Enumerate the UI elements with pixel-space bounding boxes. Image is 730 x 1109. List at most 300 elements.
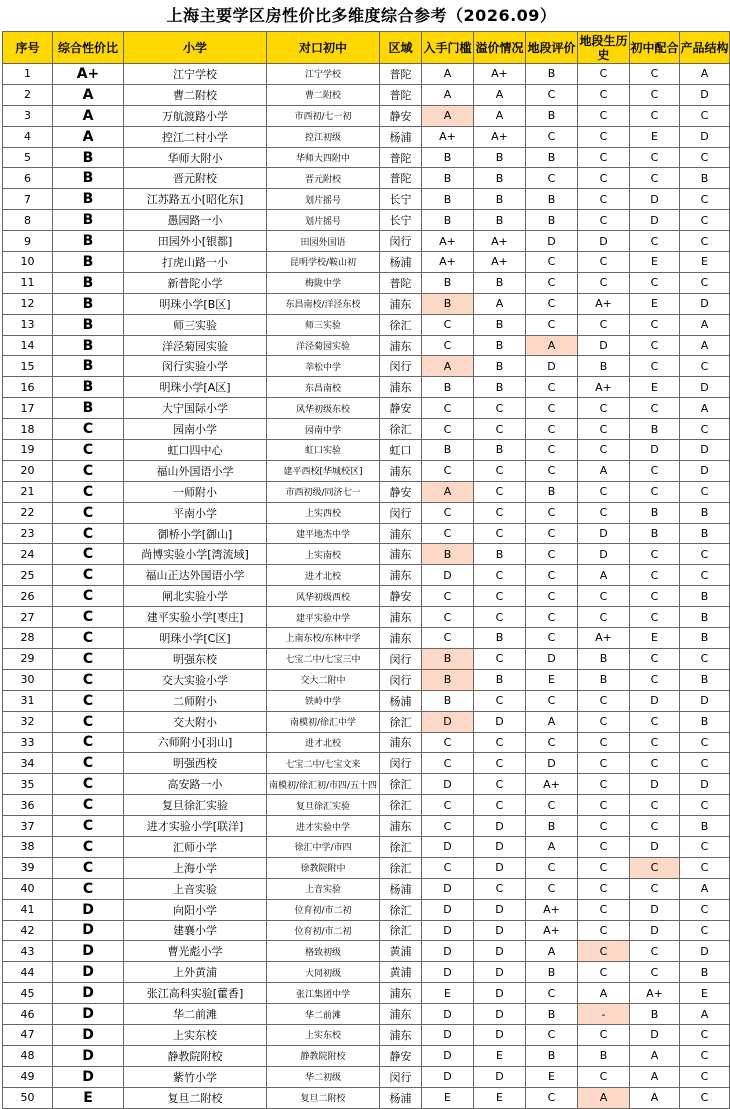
col-index-cell: 40 bbox=[3, 878, 53, 899]
col-district-cell: 闵行 bbox=[380, 502, 422, 523]
col-middle-match-cell: B bbox=[630, 419, 680, 440]
col-index-cell: 47 bbox=[3, 1024, 53, 1045]
col-middle-school-cell: 上南东校/东林中学 bbox=[267, 628, 380, 649]
col-primary-school-cell: 大宁国际小学 bbox=[124, 398, 267, 419]
col-location-rating-cell: A+ bbox=[526, 899, 578, 920]
col-overall-grade-cell: C bbox=[53, 607, 124, 628]
col-entry-threshold-cell: B bbox=[422, 377, 474, 398]
table-row bbox=[3, 419, 730, 440]
col-product-structure-cell: D bbox=[680, 126, 730, 147]
col-location-rating-cell: C bbox=[526, 523, 578, 544]
col-premium-cell: A+ bbox=[474, 252, 526, 273]
col-middle-school-cell: 田园外国语 bbox=[267, 231, 380, 252]
col-district-cell: 杨浦 bbox=[380, 690, 422, 711]
col-middle-school-cell: 上音实验 bbox=[267, 878, 380, 899]
col-index-cell: 37 bbox=[3, 816, 53, 837]
col-index-cell: 49 bbox=[3, 1066, 53, 1087]
col-middle-match-cell: C bbox=[630, 231, 680, 252]
col-entry-threshold-cell: C bbox=[422, 607, 474, 628]
col-premium-cell: E bbox=[474, 1045, 526, 1066]
col-index-cell: 2 bbox=[3, 84, 53, 105]
col-location-history-cell: A+ bbox=[578, 377, 630, 398]
col-premium-cell: C bbox=[474, 419, 526, 440]
col-middle-match-cell: C bbox=[630, 481, 680, 502]
col-middle-school-cell: 进才北校 bbox=[267, 565, 380, 586]
col-premium-header: 溢价情况 bbox=[474, 32, 526, 64]
col-entry-threshold-cell: D bbox=[422, 1045, 474, 1066]
col-district-cell: 普陀 bbox=[380, 272, 422, 293]
col-product-structure-cell: D bbox=[680, 941, 730, 962]
col-premium-cell: C bbox=[474, 690, 526, 711]
col-primary-school-cell: 复旦徐汇实验 bbox=[124, 795, 267, 816]
table-row bbox=[3, 460, 730, 481]
col-primary-school-cell: 紫竹小学 bbox=[124, 1066, 267, 1087]
col-overall-grade-cell: C bbox=[53, 753, 124, 774]
col-premium-cell: B bbox=[474, 440, 526, 461]
col-entry-threshold-cell: D bbox=[422, 962, 474, 983]
col-primary-school-cell: 万航渡路小学 bbox=[124, 105, 267, 126]
col-index-cell: 24 bbox=[3, 544, 53, 565]
col-middle-school-cell: 市西初/七一初 bbox=[267, 105, 380, 126]
col-location-history-cell: C bbox=[578, 586, 630, 607]
col-location-rating-cell: C bbox=[526, 795, 578, 816]
col-middle-match-cell: D bbox=[630, 920, 680, 941]
table-row bbox=[3, 481, 730, 502]
col-primary-school-cell: 福山正达外国语小学 bbox=[124, 565, 267, 586]
col-entry-threshold-cell: C bbox=[422, 857, 474, 878]
col-location-history-cell: A bbox=[578, 565, 630, 586]
col-primary-school-cell: 晋元附校 bbox=[124, 168, 267, 189]
col-premium-cell: B bbox=[474, 168, 526, 189]
col-location-rating-cell: A bbox=[526, 941, 578, 962]
col-entry-threshold-cell: A bbox=[422, 64, 474, 85]
col-entry-threshold-cell: B bbox=[422, 272, 474, 293]
col-overall-grade-cell: B bbox=[53, 314, 124, 335]
col-entry-threshold-cell: A+ bbox=[422, 252, 474, 273]
col-overall-grade-cell: C bbox=[53, 711, 124, 732]
col-location-rating-cell: A bbox=[526, 335, 578, 356]
col-premium-cell: C bbox=[474, 878, 526, 899]
col-location-history-cell: C bbox=[578, 941, 630, 962]
col-district-cell: 徐汇 bbox=[380, 419, 422, 440]
col-primary-school-cell: 静教院附校 bbox=[124, 1045, 267, 1066]
col-middle-school-cell: 张江集团中学 bbox=[267, 983, 380, 1004]
col-location-history-cell: D bbox=[578, 231, 630, 252]
col-primary-school-cell: 闸北实验小学 bbox=[124, 586, 267, 607]
col-product-structure-cell: D bbox=[680, 440, 730, 461]
col-premium-cell: D bbox=[474, 899, 526, 920]
col-location-history-cell: A+ bbox=[578, 293, 630, 314]
col-location-history-cell: C bbox=[578, 836, 630, 857]
col-entry-threshold-cell: C bbox=[422, 816, 474, 837]
col-primary-school-cell: 明珠小学[C区] bbox=[124, 628, 267, 649]
col-middle-school-cell: 东昌南校/洋泾东校 bbox=[267, 293, 380, 314]
col-location-history-cell: C bbox=[578, 272, 630, 293]
table-row bbox=[3, 544, 730, 565]
col-middle-school-cell: 建平实验中学 bbox=[267, 607, 380, 628]
col-district-cell: 徐汇 bbox=[380, 899, 422, 920]
col-location-history-cell: C bbox=[578, 753, 630, 774]
col-product-structure-cell: D bbox=[680, 690, 730, 711]
col-product-structure-cell: A bbox=[680, 335, 730, 356]
col-index-cell: 21 bbox=[3, 481, 53, 502]
col-middle-match-cell: A bbox=[630, 1087, 680, 1108]
col-location-history-cell: C bbox=[578, 774, 630, 795]
col-entry-threshold-cell: C bbox=[422, 523, 474, 544]
col-product-structure-cell: B bbox=[680, 607, 730, 628]
col-primary-school-cell: 平南小学 bbox=[124, 502, 267, 523]
col-location-history-cell: C bbox=[578, 84, 630, 105]
col-index-cell: 35 bbox=[3, 774, 53, 795]
col-product-structure-cell: C bbox=[680, 1024, 730, 1045]
table-row bbox=[3, 753, 730, 774]
col-middle-match-cell: D bbox=[630, 690, 680, 711]
col-entry-threshold-cell: D bbox=[422, 774, 474, 795]
col-overall-grade-cell: C bbox=[53, 857, 124, 878]
col-primary-school-cell: 上音实验 bbox=[124, 878, 267, 899]
col-product-structure-cell: B bbox=[680, 168, 730, 189]
col-location-rating-cell: C bbox=[526, 252, 578, 273]
table-row bbox=[3, 502, 730, 523]
col-product-structure-cell: E bbox=[680, 252, 730, 273]
col-location-rating-cell: C bbox=[526, 419, 578, 440]
col-middle-school-cell: 风华初级东校 bbox=[267, 398, 380, 419]
col-entry-threshold-cell: A bbox=[422, 356, 474, 377]
col-primary-school-cell: 张江高科实验[藿香] bbox=[124, 983, 267, 1004]
col-location-rating-cell: D bbox=[526, 231, 578, 252]
table-row bbox=[3, 126, 730, 147]
col-premium-cell: B bbox=[474, 669, 526, 690]
col-location-rating-cell: A+ bbox=[526, 774, 578, 795]
col-index-cell: 10 bbox=[3, 252, 53, 273]
col-district-cell: 徐汇 bbox=[380, 920, 422, 941]
col-district-cell: 浦东 bbox=[380, 293, 422, 314]
table-row bbox=[3, 878, 730, 899]
col-primary-school-cell: 上外黄浦 bbox=[124, 962, 267, 983]
col-middle-school-cell: 洋泾菊园实验 bbox=[267, 335, 380, 356]
col-index-cell: 36 bbox=[3, 795, 53, 816]
col-overall-grade-cell: B bbox=[53, 210, 124, 231]
col-middle-school-cell: 静教院附校 bbox=[267, 1045, 380, 1066]
col-product-structure-cell: C bbox=[680, 189, 730, 210]
col-overall-grade-cell: C bbox=[53, 440, 124, 461]
col-overall-grade-cell: B bbox=[53, 293, 124, 314]
table-row bbox=[3, 795, 730, 816]
table-row bbox=[3, 335, 730, 356]
col-overall-grade-cell: C bbox=[53, 481, 124, 502]
col-premium-cell: B bbox=[474, 210, 526, 231]
col-district-header: 区域 bbox=[380, 32, 422, 64]
col-premium-cell: C bbox=[474, 753, 526, 774]
col-middle-match-cell: C bbox=[630, 460, 680, 481]
col-middle-match-cell: C bbox=[630, 795, 680, 816]
col-product-structure-cell: C bbox=[680, 105, 730, 126]
col-middle-school-cell: 划片摇号 bbox=[267, 210, 380, 231]
col-index-cell: 31 bbox=[3, 690, 53, 711]
col-location-rating-cell: C bbox=[526, 878, 578, 899]
table-row bbox=[3, 857, 730, 878]
col-entry-threshold-cell: B bbox=[422, 669, 474, 690]
col-overall-grade-cell: D bbox=[53, 920, 124, 941]
col-entry-threshold-cell: C bbox=[422, 314, 474, 335]
col-middle-match-cell: C bbox=[630, 565, 680, 586]
col-product-structure-cell: C bbox=[680, 1066, 730, 1087]
col-primary-school-cell: 向阳小学 bbox=[124, 899, 267, 920]
col-middle-match-header: 初中配合 bbox=[630, 32, 680, 64]
col-location-rating-cell: C bbox=[526, 732, 578, 753]
col-location-history-cell: A+ bbox=[578, 628, 630, 649]
col-premium-cell: A bbox=[474, 84, 526, 105]
col-primary-school-header: 小学 bbox=[124, 32, 267, 64]
col-primary-school-cell: 江宁学校 bbox=[124, 64, 267, 85]
col-location-history-cell: D bbox=[578, 335, 630, 356]
col-index-cell: 26 bbox=[3, 586, 53, 607]
table-row bbox=[3, 628, 730, 649]
col-product-structure-cell: C bbox=[680, 920, 730, 941]
col-location-history-cell: C bbox=[578, 64, 630, 85]
col-middle-school-cell: 铁岭中学 bbox=[267, 690, 380, 711]
table-row bbox=[3, 690, 730, 711]
col-location-history-cell: A bbox=[578, 1087, 630, 1108]
col-overall-grade-cell: C bbox=[53, 774, 124, 795]
table-row bbox=[3, 732, 730, 753]
col-location-history-cell: C bbox=[578, 1024, 630, 1045]
col-index-cell: 43 bbox=[3, 941, 53, 962]
table-row bbox=[3, 440, 730, 461]
col-entry-threshold-cell: C bbox=[422, 732, 474, 753]
col-district-cell: 浦东 bbox=[380, 816, 422, 837]
col-location-rating-cell: C bbox=[526, 377, 578, 398]
col-entry-threshold-cell: C bbox=[422, 795, 474, 816]
col-premium-cell: D bbox=[474, 983, 526, 1004]
col-overall-grade-cell: D bbox=[53, 899, 124, 920]
col-middle-match-cell: E bbox=[630, 252, 680, 273]
col-location-rating-cell: E bbox=[526, 1066, 578, 1087]
col-entry-threshold-cell: B bbox=[422, 690, 474, 711]
col-location-history-cell: C bbox=[578, 732, 630, 753]
col-overall-grade-cell: C bbox=[53, 502, 124, 523]
col-premium-cell: D bbox=[474, 941, 526, 962]
col-middle-school-cell: 复旦徐汇实验 bbox=[267, 795, 380, 816]
col-product-structure-cell: C bbox=[680, 1045, 730, 1066]
col-location-rating-cell: C bbox=[526, 690, 578, 711]
col-middle-school-cell: 梅陇中学 bbox=[267, 272, 380, 293]
col-index-cell: 48 bbox=[3, 1045, 53, 1066]
col-middle-match-cell: C bbox=[630, 962, 680, 983]
col-district-cell: 浦东 bbox=[380, 523, 422, 544]
col-middle-match-cell: C bbox=[630, 272, 680, 293]
table-row bbox=[3, 64, 730, 85]
col-middle-school-cell: 划片摇号 bbox=[267, 189, 380, 210]
col-overall-grade-cell: C bbox=[53, 586, 124, 607]
col-location-rating-cell: D bbox=[526, 753, 578, 774]
col-location-history-cell: C bbox=[578, 252, 630, 273]
col-middle-school-cell: 曹二附校 bbox=[267, 84, 380, 105]
col-district-cell: 杨浦 bbox=[380, 252, 422, 273]
col-product-structure-cell: B bbox=[680, 502, 730, 523]
col-premium-cell: C bbox=[474, 732, 526, 753]
col-premium-cell: A+ bbox=[474, 126, 526, 147]
col-index-cell: 41 bbox=[3, 899, 53, 920]
table-row bbox=[3, 231, 730, 252]
col-middle-school-cell: 交大二附中 bbox=[267, 669, 380, 690]
col-district-cell: 黄浦 bbox=[380, 962, 422, 983]
col-middle-school-cell: 上实西校 bbox=[267, 502, 380, 523]
col-primary-school-cell: 曹光彪小学 bbox=[124, 941, 267, 962]
table-row bbox=[3, 272, 730, 293]
col-entry-threshold-cell: B bbox=[422, 168, 474, 189]
col-middle-match-cell: C bbox=[630, 586, 680, 607]
col-location-history-cell: C bbox=[578, 1066, 630, 1087]
col-product-structure-cell: E bbox=[680, 983, 730, 1004]
col-middle-match-cell: C bbox=[630, 711, 680, 732]
col-product-structure-cell: A bbox=[680, 398, 730, 419]
col-middle-match-cell: C bbox=[630, 878, 680, 899]
col-premium-cell: C bbox=[474, 481, 526, 502]
col-product-structure-cell: C bbox=[680, 356, 730, 377]
col-location-history-cell: C bbox=[578, 795, 630, 816]
col-middle-school-cell: 园南中学 bbox=[267, 419, 380, 440]
col-product-structure-cell: A bbox=[680, 878, 730, 899]
col-location-history-cell: C bbox=[578, 440, 630, 461]
col-product-structure-cell: C bbox=[680, 231, 730, 252]
col-location-rating-cell: C bbox=[526, 84, 578, 105]
col-middle-match-cell: C bbox=[630, 64, 680, 85]
col-primary-school-cell: 进才实验小学[联洋] bbox=[124, 816, 267, 837]
col-index-cell: 7 bbox=[3, 189, 53, 210]
col-entry-threshold-cell: C bbox=[422, 502, 474, 523]
col-primary-school-cell: 田园外小[银都] bbox=[124, 231, 267, 252]
col-product-structure-cell: C bbox=[680, 732, 730, 753]
col-district-cell: 徐汇 bbox=[380, 774, 422, 795]
col-product-structure-cell: B bbox=[680, 816, 730, 837]
col-overall-grade-cell: C bbox=[53, 419, 124, 440]
col-index-cell: 46 bbox=[3, 1004, 53, 1025]
col-overall-grade-cell: D bbox=[53, 941, 124, 962]
col-premium-cell: C bbox=[474, 648, 526, 669]
col-district-cell: 徐汇 bbox=[380, 711, 422, 732]
col-location-history-cell: C bbox=[578, 105, 630, 126]
col-district-cell: 浦东 bbox=[380, 565, 422, 586]
col-location-rating-cell: A bbox=[526, 836, 578, 857]
col-primary-school-cell: 御桥小学[御山] bbox=[124, 523, 267, 544]
col-district-cell: 静安 bbox=[380, 105, 422, 126]
col-index-cell: 5 bbox=[3, 147, 53, 168]
col-district-cell: 浦东 bbox=[380, 460, 422, 481]
col-middle-school-cell: 徐汇中学/市四 bbox=[267, 836, 380, 857]
col-location-history-cell: C bbox=[578, 962, 630, 983]
col-middle-school-cell: 莘松中学 bbox=[267, 356, 380, 377]
col-district-cell: 浦东 bbox=[380, 1004, 422, 1025]
col-location-rating-cell: B bbox=[526, 1045, 578, 1066]
col-middle-school-cell: 建平地杰中学 bbox=[267, 523, 380, 544]
col-premium-cell: B bbox=[474, 628, 526, 649]
col-middle-school-cell: 位育初/市二初 bbox=[267, 920, 380, 941]
col-district-cell: 闵行 bbox=[380, 1066, 422, 1087]
col-location-rating-cell: C bbox=[526, 272, 578, 293]
col-overall-grade-cell: C bbox=[53, 648, 124, 669]
col-product-structure-cell: C bbox=[680, 753, 730, 774]
col-district-cell: 闵行 bbox=[380, 669, 422, 690]
col-overall-grade-cell: C bbox=[53, 544, 124, 565]
col-premium-cell: A+ bbox=[474, 231, 526, 252]
col-index-cell: 3 bbox=[3, 105, 53, 126]
col-primary-school-cell: 复旦二附校 bbox=[124, 1087, 267, 1108]
col-location-rating-cell: D bbox=[526, 356, 578, 377]
col-premium-cell: B bbox=[474, 356, 526, 377]
col-product-structure-cell: D bbox=[680, 293, 730, 314]
col-middle-school-cell: 江宁学校 bbox=[267, 64, 380, 85]
table-row bbox=[3, 523, 730, 544]
col-primary-school-cell: 新普陀小学 bbox=[124, 272, 267, 293]
col-entry-threshold-cell: C bbox=[422, 753, 474, 774]
table-row bbox=[3, 1024, 730, 1045]
col-primary-school-cell: 汇师小学 bbox=[124, 836, 267, 857]
col-primary-school-cell: 交大实验小学 bbox=[124, 669, 267, 690]
col-index-cell: 14 bbox=[3, 335, 53, 356]
table-row bbox=[3, 1004, 730, 1025]
col-location-history-cell: C bbox=[578, 126, 630, 147]
table-row bbox=[3, 314, 730, 335]
col-product-structure-cell: A bbox=[680, 1004, 730, 1025]
col-location-history-header: 地段生历史 bbox=[579, 33, 628, 62]
col-entry-threshold-cell: C bbox=[422, 628, 474, 649]
col-middle-match-cell: C bbox=[630, 168, 680, 189]
table-row bbox=[3, 1066, 730, 1087]
col-overall-grade-cell: B bbox=[53, 252, 124, 273]
table-row bbox=[3, 774, 730, 795]
school-table bbox=[2, 31, 730, 1109]
col-overall-grade-cell: A bbox=[53, 105, 124, 126]
col-middle-match-cell: C bbox=[630, 335, 680, 356]
col-overall-grade-cell: D bbox=[53, 1024, 124, 1045]
col-location-rating-cell: C bbox=[526, 1024, 578, 1045]
col-entry-threshold-cell: B bbox=[422, 189, 474, 210]
col-entry-threshold-cell: E bbox=[422, 983, 474, 1004]
col-location-rating-cell: C bbox=[526, 983, 578, 1004]
col-product-structure-cell: C bbox=[680, 1087, 730, 1108]
col-location-rating-cell: C bbox=[526, 502, 578, 523]
col-premium-cell: C bbox=[474, 502, 526, 523]
col-index-cell: 42 bbox=[3, 920, 53, 941]
col-primary-school-cell: 上实东校 bbox=[124, 1024, 267, 1045]
col-product-structure-cell: C bbox=[680, 795, 730, 816]
col-entry-threshold-cell: B bbox=[422, 648, 474, 669]
col-product-structure-cell: C bbox=[680, 147, 730, 168]
col-premium-cell: D bbox=[474, 711, 526, 732]
col-location-rating-cell: C bbox=[526, 565, 578, 586]
col-district-cell: 浦东 bbox=[380, 377, 422, 398]
table-row bbox=[3, 711, 730, 732]
col-district-cell: 长宁 bbox=[380, 210, 422, 231]
col-location-rating-cell: B bbox=[526, 816, 578, 837]
table-row bbox=[3, 962, 730, 983]
col-middle-match-cell: B bbox=[630, 502, 680, 523]
col-overall-grade-cell: C bbox=[53, 460, 124, 481]
col-middle-school-cell: 南模初/徐汇初/市四/五十四 bbox=[267, 774, 380, 795]
col-overall-grade-cell: B bbox=[53, 335, 124, 356]
col-middle-match-cell: C bbox=[630, 732, 680, 753]
col-location-history-cell: B bbox=[578, 356, 630, 377]
col-location-history-cell: C bbox=[578, 878, 630, 899]
table-row bbox=[3, 105, 730, 126]
col-primary-school-cell: 虹口四中心 bbox=[124, 440, 267, 461]
col-location-rating-header: 地段评价 bbox=[526, 32, 578, 64]
col-index-cell: 39 bbox=[3, 857, 53, 878]
col-middle-match-cell: D bbox=[630, 1024, 680, 1045]
col-primary-school-cell: 明珠小学[B区] bbox=[124, 293, 267, 314]
col-premium-cell: D bbox=[474, 962, 526, 983]
